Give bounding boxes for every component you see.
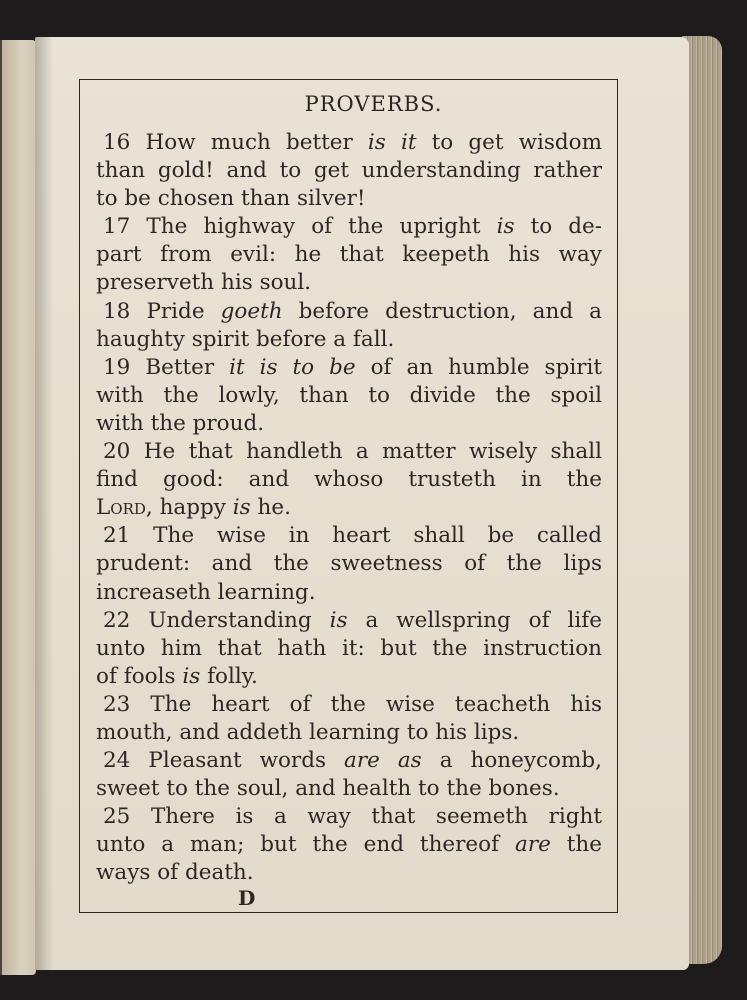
text-line: 24 Pleasant words are as a honeycomb, [103,748,602,774]
text-line: 25 There is a way that seemeth right [103,804,602,830]
text-line: 21 The wise in heart shall be called [103,523,602,549]
text-line: ways of death. [96,860,254,886]
text-line: find good: and whoso trusteth in the [96,467,602,493]
spine-shadow [35,37,53,970]
text-line: of fools is folly. [96,663,258,689]
signature-mark: D [238,886,256,910]
text-line: 22 Understanding is a wellspring of life [103,607,602,633]
verse-text [96,129,602,888]
text-line: preserveth his soul. [96,270,312,296]
text-line: to be chosen than silver! [96,186,366,212]
text-line: 16 How much better is it to get wisdom [103,130,603,155]
text-line: haughty spirit before a fall. [96,326,395,352]
text-line: increaseth learning. [96,579,316,605]
text-line: with the proud. [96,410,265,436]
text-line: 17 The highway of the upright is to de- [103,214,602,240]
left-page-rule [0,40,2,975]
text-line: 23 The heart of the wise teacheth his [103,691,602,717]
text-line: 18 Pride goeth before destruction, and a [103,298,602,324]
text-line: unto a man; but the end thereof are the [96,832,602,858]
text-line: 19 Better it is to be of an humble spirit [103,354,602,380]
text-line: sweet to the soul, and health to the bones. [96,776,560,802]
text-line: prudent: and the sweetness of the lips [96,551,602,577]
text-line: unto him that hath it: but the instruction [96,635,602,661]
text-line: mouth, and addeth learning to his lips. [96,719,520,745]
text-line: Lord, happy is he. [96,495,291,521]
running-header: PROVERBS. [304,92,443,116]
text-line: part from evil: he that keepeth his way [96,242,602,268]
text-line: with the lowly, than to divide the spoil [96,382,602,408]
text-line: than gold! and to get understanding rather [96,158,602,184]
left-page-edge [0,40,36,975]
text-line: 20 He that handleth a matter wisely shall [103,439,602,465]
